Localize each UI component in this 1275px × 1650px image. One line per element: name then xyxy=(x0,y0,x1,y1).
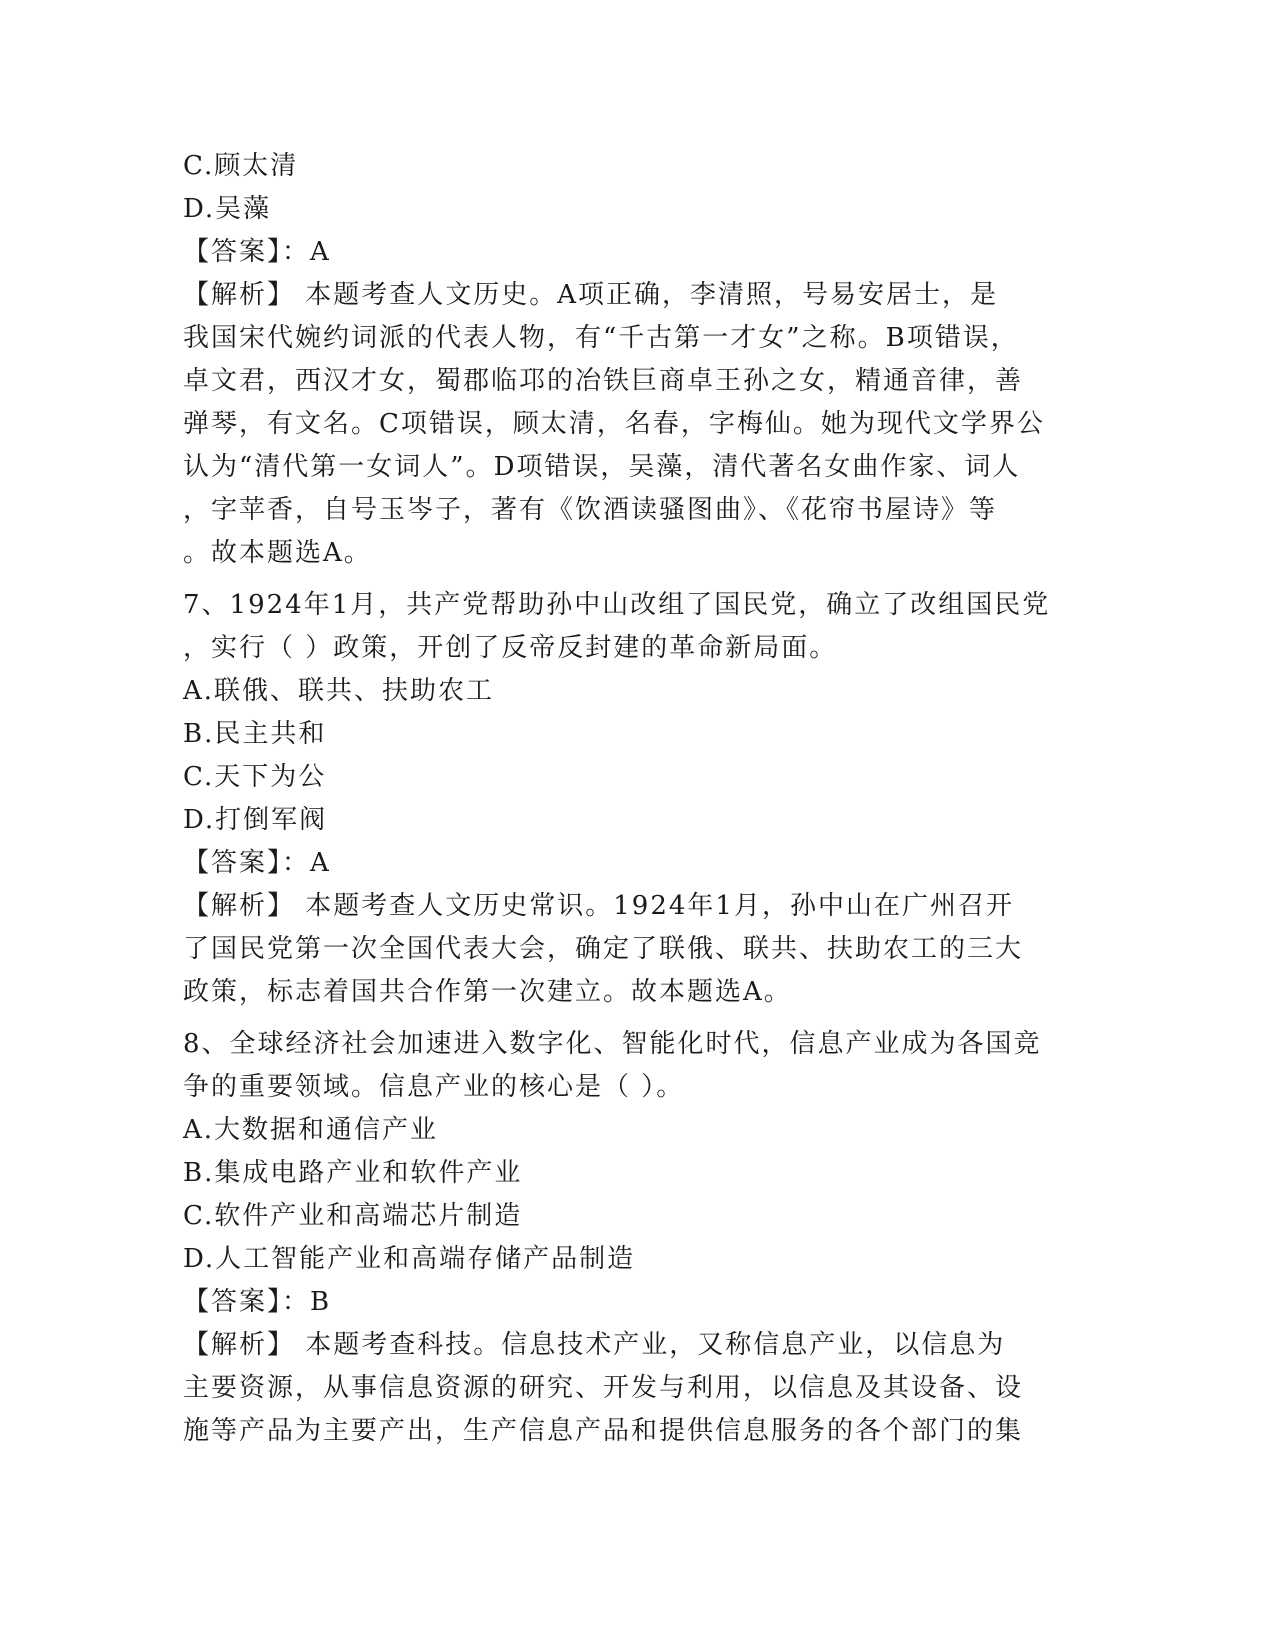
option-d: D.打倒军阀 xyxy=(183,805,328,835)
question-8-block xyxy=(183,1023,1083,1453)
question-stem-line: 争的重要领域。信息产业的核心是（ ）。 xyxy=(183,1072,685,1102)
question-stem-line: ，实行（ ）政策，开创了反帝反封建的革命新局面。 xyxy=(183,633,838,663)
analysis-line: 弹琴，有文名。C项错误，顾太清，名春，字梅仙。她为现代文学界公 xyxy=(183,409,1045,439)
question-stem-line: 8、全球经济社会加速进入数字化、智能化时代，信息产业成为各国竞 xyxy=(183,1029,1042,1059)
analysis-line: 政策，标志着国共合作第一次建立。故本题选A。 xyxy=(183,977,792,1007)
analysis-line: 【解析】 本题考查人文历史。A项正确，李清照，号易安居士，是 xyxy=(183,280,999,310)
prev-question-block xyxy=(183,145,1083,575)
answer-line: 【答案】：A xyxy=(183,848,331,878)
analysis-line: 我国宋代婉约词派的代表人物，有“千古第一才女”之称。B项错误， xyxy=(183,323,1019,353)
document-page xyxy=(183,145,1083,1453)
analysis-line: 了国民党第一次全国代表大会，确定了联俄、联共、扶助农工的三大 xyxy=(183,934,1024,964)
analysis-line: 【解析】 本题考查科技。信息技术产业，又称信息产业，以信息为 xyxy=(183,1330,1006,1360)
question-stem-line: 7、1924年1月，共产党帮助孙中山改组了国民党，确立了改组国民党 xyxy=(183,590,1051,620)
option-d: D.人工智能产业和高端存储产品制造 xyxy=(183,1244,636,1274)
option-c: C.天下为公 xyxy=(183,762,327,792)
answer-line: 【答案】：B xyxy=(183,1287,332,1317)
analysis-line: 认为“清代第一女词人”。D项错误，吴藻，清代著名女曲作家、词人 xyxy=(183,452,1021,482)
question-spacer xyxy=(183,1014,1083,1023)
analysis-line: 【解析】 本题考查人文历史常识。1924年1月，孙中山在广州召开 xyxy=(183,891,1014,921)
analysis-line: 。故本题选A。 xyxy=(183,538,372,568)
analysis-line: 主要资源，从事信息资源的研究、开发与利用，以信息及其设备、设 xyxy=(183,1373,1024,1403)
option-d: D.吴藻 xyxy=(183,194,272,224)
option-a: A.大数据和通信产业 xyxy=(183,1115,439,1145)
option-a: A.联俄、联共、扶助农工 xyxy=(183,676,495,706)
analysis-line: 卓文君，西汉才女，蜀郡临邛的冶铁巨商卓王孙之女，精通音律，善 xyxy=(183,366,1024,396)
option-b: B.民主共和 xyxy=(183,719,327,749)
question-7-block xyxy=(183,584,1083,1014)
option-c: C.软件产业和高端芯片制造 xyxy=(183,1201,523,1231)
analysis-line: ，字苹香，自号玉岑子，著有《饮酒读骚图曲》、《花帘书屋诗》等 xyxy=(183,495,998,525)
option-b: B.集成电路产业和软件产业 xyxy=(183,1158,523,1188)
analysis-line: 施等产品为主要产出，生产信息产品和提供信息服务的各个部门的集 xyxy=(183,1416,1024,1446)
answer-line: 【答案】：A xyxy=(183,237,331,267)
option-c: C.顾太清 xyxy=(183,151,299,181)
question-spacer xyxy=(183,575,1083,584)
